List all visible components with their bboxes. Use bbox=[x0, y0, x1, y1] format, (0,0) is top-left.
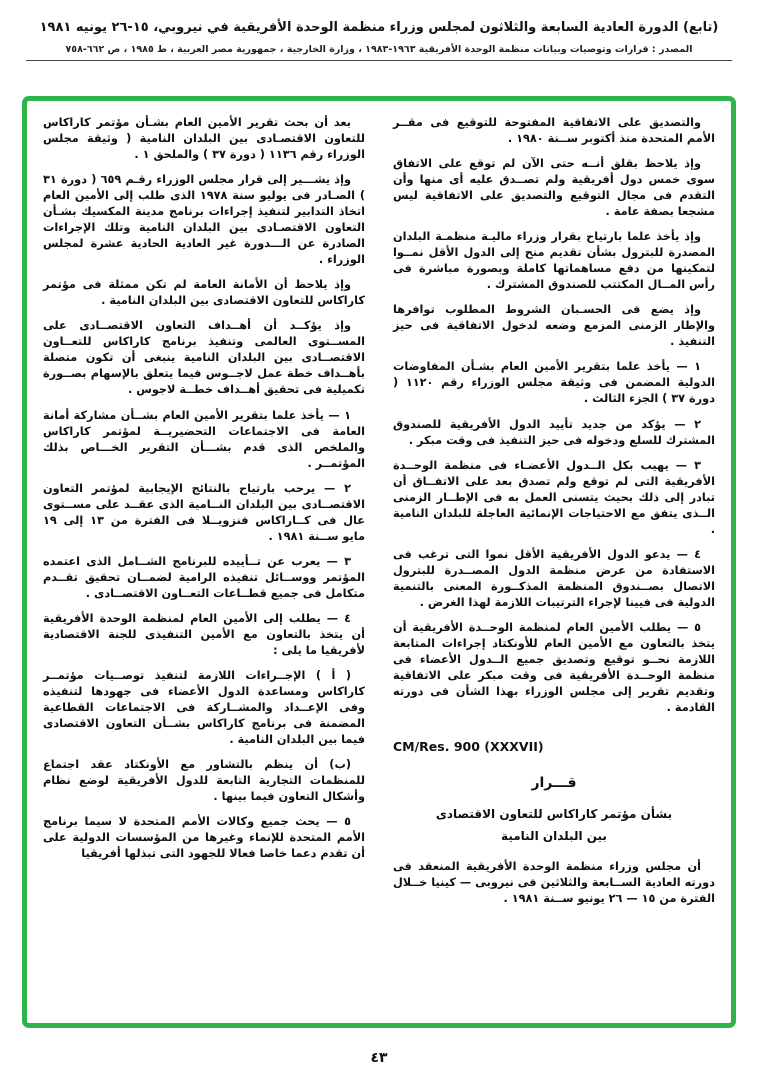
green-border-frame bbox=[22, 96, 736, 1028]
paragraph: وإذ يأخذ علما بارتياح بقرار وزراء ماليـة منظمـة البلدان المصدرة للبترول بشأن تقديم منح إلى الدول الأقل نمــوا لتمكينها من دفع مساهماتها كاملة وبصورة مباشرة فى رأس المــال المكتتب للصندوق المشترك . bbox=[393, 230, 715, 292]
page-header bbox=[0, 0, 758, 61]
paragraph: وإذ يلاحظ أن الأمانة العامة لم تكن ممثلة فى مؤتمر كاراكاس للتعاون الاقتصادى بين البلدان النامية . bbox=[43, 278, 365, 308]
paragraph: بعد أن بحث تقرير الأمين العام بشـأن مؤتمر كاراكاس للتعاون الاقتصـادى بين البلدان النامية ( وثيقة مجلس الوزراء رقم ١١٣٦ ( دورة ٣٧ ) والملحق ١ . bbox=[43, 116, 365, 162]
numbered-clause: ٢ — يؤكد من جديد تأييد الدول الأفريقية للصندوق المشترك للسلع ودخوله فى حيز التنفيذ فى وقت مبكر . bbox=[393, 417, 715, 447]
left-column bbox=[43, 115, 365, 1009]
paragraph: والتصديق على الاتفاقية المفتوحة للتوقيع فى مقــر الأمم المتحدة منذ أكتوبر ســنة ١٩٨٠ . bbox=[393, 116, 715, 146]
resolution-title: قـــرار bbox=[531, 774, 577, 791]
numbered-clause: ٣ — يعرب عن تــأييده للبرنامج الشــامل الذى اعتمده المؤتمر ووســائل تنفيذه الرامية لضمــان تحقيق تقــدم متكامل فى جميع قطــاعات التعــاون الاقتصــادى . bbox=[43, 554, 365, 600]
numbered-clause: ٤ — يطلب إلى الأمين العام لمنظمة الوحدة الأفريقية أن يتخذ بالتعاون مع الأمين التنفيذى للجنة الاقتصادية لأفريقيا ما يلى : bbox=[43, 611, 365, 657]
numbered-clause: ٥ — يطلب الأمين العام لمنظمة الوحــدة الأفريقية أن يتخذ بالتعاون مع الأمين العام للأونكتاد إجراءات المتابعة اللازمة نحــو توقيع وتصديق جميع الــدول الأعضاء فى منظمة الوحــدة الأفريقية فى وقت مبكر على الاتفاقية وتقديم تقرير إلى مجلس الوزراء بهذا الشأن فى دورته القادمة . bbox=[393, 620, 715, 714]
resolution-preamble: أن مجلس وزراء منظمة الوحدة الأفريقية المنعقد فى دورته العادية الســابعة والثلاثين فى نيروبى — كينيا خــلال الفترة من ١٥ — ٢٦ يونيو ســنة ١٩٨١ . bbox=[393, 859, 715, 905]
resolution-block bbox=[393, 738, 715, 907]
paragraph: وإذ يشـــير إلى قرار مجلس الوزراء رقـم ٦٥٩ ( دورة ٣١ ) الصـادر فى يوليو سنة ١٩٧٨ الذى طلب إلى الأمين العام اتخاذ التدابير لتنفيذ إجراءات برنامج مدينة المكسيك بشـأن التعاون الاقتصـادى بين البلدان النامية وتلك الإجراءات الصادرة عن الـــدورة غير العادية الحادية عشرة لمجلس الوزراء . bbox=[43, 173, 365, 267]
sub-clause-a: ( أ ) الإجــراءات اللازمة لتنفيذ توصــيات مؤتمــر كاراكاس ومساعدة الدول الأعضاء فى جهودها لتنفيذه وفى الإعــداد والمشــاركة فى الاجتماعات القطاعية المضمنة فى برنامج كاراكاس بشــأن التعاون الاقتصادى فيما بين البلدان النامية . bbox=[43, 668, 365, 747]
right-column bbox=[393, 115, 715, 1009]
numbered-clause: ١ — يأخذ علما بتقرير الأمين العام بشـأن المفاوضات الدولية المضمن فى وثيقة مجلس الوزراء رقم ١١٢٠ ( دورة ٣٧ ) الجزء الثالث . bbox=[393, 360, 715, 406]
numbered-clause: ١ — يأخذ علما بتقرير الأمين العام بشــأن مشاركة أمانة العامة فى الاجتماعات التحضيريــة لمؤتمر كاراكاس والملخص الذى قدم بشـــأن التقرير الخـــاص بذلك المؤتمــر . bbox=[43, 408, 365, 470]
header-source-line: المصدر : قرارات وتوصيات وبيانات منظمة الوحدة الأفريقية ١٩٦٣-١٩٨٣ ، وزارة الخارجية ، جمهورية مصر العربية ، ط ١٩٨٥ ، ص ٦٦٢-٧٥٨ bbox=[65, 44, 693, 55]
numbered-clause: ٥ — يحث جميع وكالات الأمم المتحدة لا سيما برنامج الأمم المتحدة للإنماء وغيرها من المؤسسات الدولية على أن تقدم دعما خاصا فعالا للجهود التى تبذلها أفريقيا bbox=[43, 815, 365, 861]
two-column-text-body bbox=[43, 115, 715, 1009]
numbered-clause: ٢ — يرحب بارتياح بالنتائج الإيجابية لمؤتمر التعاون الاقتصــادى بين البلدان النــامية الذى عقــد على مســتوى عال فى كــاراكاس فنزويــلا فى الفترة من ١٣ إلى ١٩ مايو ســنة ١٩٨١ . bbox=[43, 481, 365, 543]
paragraph: وإذ يؤكــد أن أهــداف التعاون الاقتصــادى على المســتوى العالمى وتنفيذ برنامج كاراكاس للتعــاون الاقتصــادى بين البلدان النامية ينبغى أن تكون متصلة بأهــداف خطة عمل لاجــوس فيما يتعلق بالإسهام بصــورة تكميلية فى تحقيق أهــداف خطــة لاجوس . bbox=[43, 319, 365, 397]
numbered-clause: ٣ — يهيب بكل الــدول الأعضـاء فى منظمة الوحــدة الأفريقية التى لم توقع ولم تصدق بعد على الاتفــاق أن تبادر إلى ذلك بحيث يتسنى العمل به فى الإطــار الزمنى الــذى يتفق مع الاحتياجات الإنمائية العاجلة للبلدان النامية . bbox=[393, 458, 715, 536]
resolution-subtitle-1: بشأن مؤتمر كاراكاس للتعاون الاقتصادى bbox=[435, 806, 673, 821]
header-session-title: (تابع) الدورة العادية السابعة والثلاثون لمجلس وزراء منظمة الوحدة الأفريقية في نيروبي، ١٥-٢٦ يونيه ١٩٨١ bbox=[39, 20, 719, 35]
resolution-reference: CM/Res. 900 (XXXVII) bbox=[393, 739, 544, 755]
resolution-subtitle-2: بين البلدان النامية bbox=[501, 828, 607, 843]
numbered-clause: ٤ — يدعو الدول الأفريقية الأقل نموا التى ترغب فى الاستفادة من عرض منظمة الدول المصــدرة للبترول الاتصال بصــندوق المنظمة المذكــورة المعنى بالتنمية الدولية فى فيينا لإجراء الترتيبات اللازمة لهذا الغرض . bbox=[393, 547, 715, 609]
header-divider bbox=[26, 60, 732, 61]
paragraph: وإذ يلاحظ بقلق أنــه حتى الآن لم توقع على الاتفاق سوى خمس دول أفريقية ولم تصــدق عليه أى منها وأن التقدم فى مجال التوقيع والتصديق على الاتفاقية ليس مشجعا بصفة عامة . bbox=[393, 157, 715, 219]
page-number: ٤٣ bbox=[370, 1050, 388, 1066]
paragraph: وإذ يضع فى الحسـبان الشروط المطلوب توافرها والإطار الزمنى المزمع وضعه لدخول الاتفاقية فى حيز التنفيذ . bbox=[393, 303, 715, 349]
sub-clause-b: (ب) أن ينظم بالتشاور مع الأونكتاد عقد اجتماع للمنظمات التجارية التابعة للدول الأفريقية لوضع نظام وأشكال التعاون فيما بينها . bbox=[43, 758, 365, 804]
